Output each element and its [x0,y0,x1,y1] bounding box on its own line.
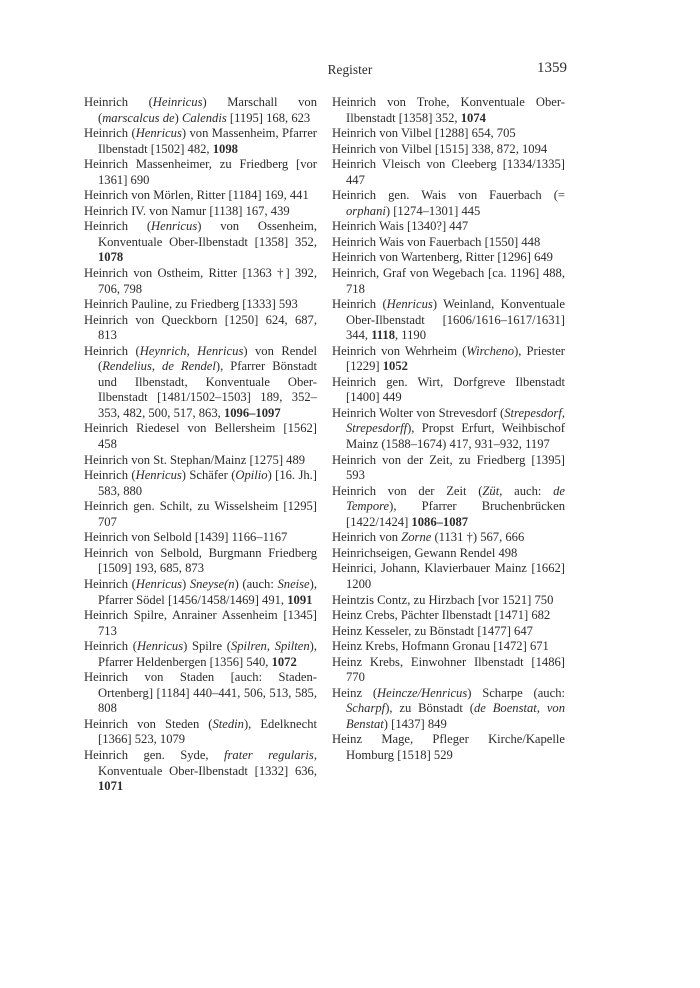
index-entry: Heinrich von Ostheim, Ritter [1363 †] 392, 706, 798 [84,266,317,296]
index-entry: Heinrich von Queckborn [1250] 624, 687, 813 [84,312,317,343]
index-entry: Heinrich Wais von Fauerbach [1550] 448 [332,234,541,249]
index-entry: Heintzis Contz, zu Hirzbach [vor 1521] 750 [332,592,554,607]
index-entry: Heinrich (Heinricus) Marschall von (marscalcus de) Calendis [1195] 168, 623 [84,95,317,125]
index-entry: Heinrich (Heynrich, Henricus) von Rendel (Rendelius, de Rendel), Pfarrer Bönstadt und Ilbenstadt, Konventuale Ober-Ilbenstadt [1481/1502–1503] 189, 352–353, 482, 500, 517, 863, 1096–1097 [84,343,317,420]
index-entry: Heinrich (Henricus) Spilre (Spilren, Spilten), Pfarrer Heldenbergen [1356] 540, 1072 [84,639,318,669]
index-entry: Heinrich gen. Wirt, Dorfgreve Ilbenstadt [1400] 449 [332,374,565,405]
index-entry: Heinrich von Steden (Stedin), Edelknecht [1366] 523, 1079 [84,716,317,747]
index-entry: Heinrici, Johann, Klavierbauer Mainz [1662] 1200 [332,561,565,591]
index-entry: Heinrich Riedesel von Bellersheim [1562] 458 [84,421,317,452]
index-entry: Heinrich, Graf von Wegebach [ca. 1196] 488, 718 [332,266,565,296]
index-entry: Heinz Krebs, Einwohner Ilbenstadt [1486] 770 [332,654,565,685]
index-entry: Heinrich Pauline, zu Friedberg [1333] 593 [84,297,298,312]
index-entry: Heinrich von Mörlen, Ritter [1184] 169, 441 [84,188,309,203]
index-entry: Heinrich Spilre, Anrainer Assenheim [1345] 713 [84,608,317,638]
index-entry: Heinrich von Vilbel [1288] 654, 705 [332,126,516,141]
index-entry: Heinrich (Henricus) von Ossenheim, Konventuale Ober-Ilbenstadt [1358] 352, 1078 [84,219,317,265]
index-entry: Heinrich (Henricus) Weinland, Konventuale Ober-Ilbenstadt [1606/1616–1617/1631] 344, 1118, 1190 [332,297,565,343]
index-entry: Heinrich von Wehrheim (Wircheno), Priester [1229] 1052 [332,343,565,374]
running-title: Register [327,62,373,77]
index-entry: Heinrich Vleisch von Cleeberg [1334/1335] 447 [332,157,565,187]
index-entry: Heinrich gen. Schilt, zu Wisselsheim [1295] 707 [84,499,317,529]
index-entry: Heinrich von der Zeit (Züt, auch: de Tempore), Pfarrer Bruchenbrücken [1422/1424] 1086–1087 [332,483,565,529]
index-entry: Heinz (Heincze/Henricus) Scharpe (auch: Scharpf), zu Bönstadt (de Boenstat, von Benstat) [1437] 849 [332,685,566,731]
index-entry: Heinrich von Selbold, Burgmann Friedberg [1509] 193, 685, 873 [84,545,317,576]
index-entry: Heinrich gen. Wais von Fauerbach (= orphani) [1274–1301] 445 [332,188,565,218]
index-entry: Heinrich von Trohe, Konventuale Ober-Ilbenstadt [1358] 352, 1074 [332,95,565,125]
index-entry: Heinrich von Vilbel [1515] 338, 872, 1094 [332,141,548,156]
index-entry: Heinrich IV. von Namur [1138] 167, 439 [84,203,290,218]
index-entry: Heinrich (Henricus) Schäfer (Opilio) [16. Jh.] 583, 880 [84,468,317,498]
page-number: 1359 [537,60,567,76]
index-entry: Heinz Crebs, Pächter Ilbenstadt [1471] 682 [332,608,551,623]
index-entry: Heinrich von Staden [auch: Staden-Ortenberg] [1184] 440–441, 506, 513, 585, 808 [84,670,317,716]
left-column [84,95,317,795]
index-entry: Heinrich Wolter von Strevesdorf (Strepesdorf, Strepesdorff), Propst Erfurt, Weihbischof Mainz (1588–1674) 417, 931–932, 1197 [332,405,565,452]
index-entry: Heinrich (Henricus) von Massenheim, Pfarrer Ilbenstadt [1502] 482, 1098 [84,126,317,156]
right-column [332,95,565,764]
index-entry: Heinrich Massenheimer, zu Friedberg [vor 1361] 690 [84,157,317,187]
index-entry: Heinrich von St. Stephan/Mainz [1275] 489 [84,452,306,467]
index-entry: Heinrich (Henricus) Sneyse(n) (auch: Sneise), Pfarrer Södel [1456/1458/1469] 491, 1091 [84,576,317,607]
index-entry: Heinrich Wais [1340?] 447 [332,219,469,234]
index-entry: Heinz Krebs, Hofmann Gronau [1472] 671 [332,639,549,654]
index-entry: Heinrich von Selbold [1439] 1166–1167 [84,530,288,545]
index-entry: Heinz Kesseler, zu Bönstadt [1477] 647 [332,623,533,638]
index-entry: Heinrich von Wartenberg, Ritter [1296] 649 [332,250,553,265]
index-entry: Heinrichseigen, Gewann Rendel 498 [332,545,518,560]
index-entry: Heinz Mage, Pfleger Kirche/Kapelle Homburg [1518] 529 [332,732,565,762]
index-entry: Heinrich von der Zeit, zu Friedberg [1395] 593 [332,452,565,483]
index-entry: Heinrich gen. Syde, frater regularis, Konventuale Ober-Ilbenstadt [1332] 636, 1071 [84,747,317,794]
index-entry: Heinrich von Zorne (1131 †) 567, 666 [332,530,525,545]
